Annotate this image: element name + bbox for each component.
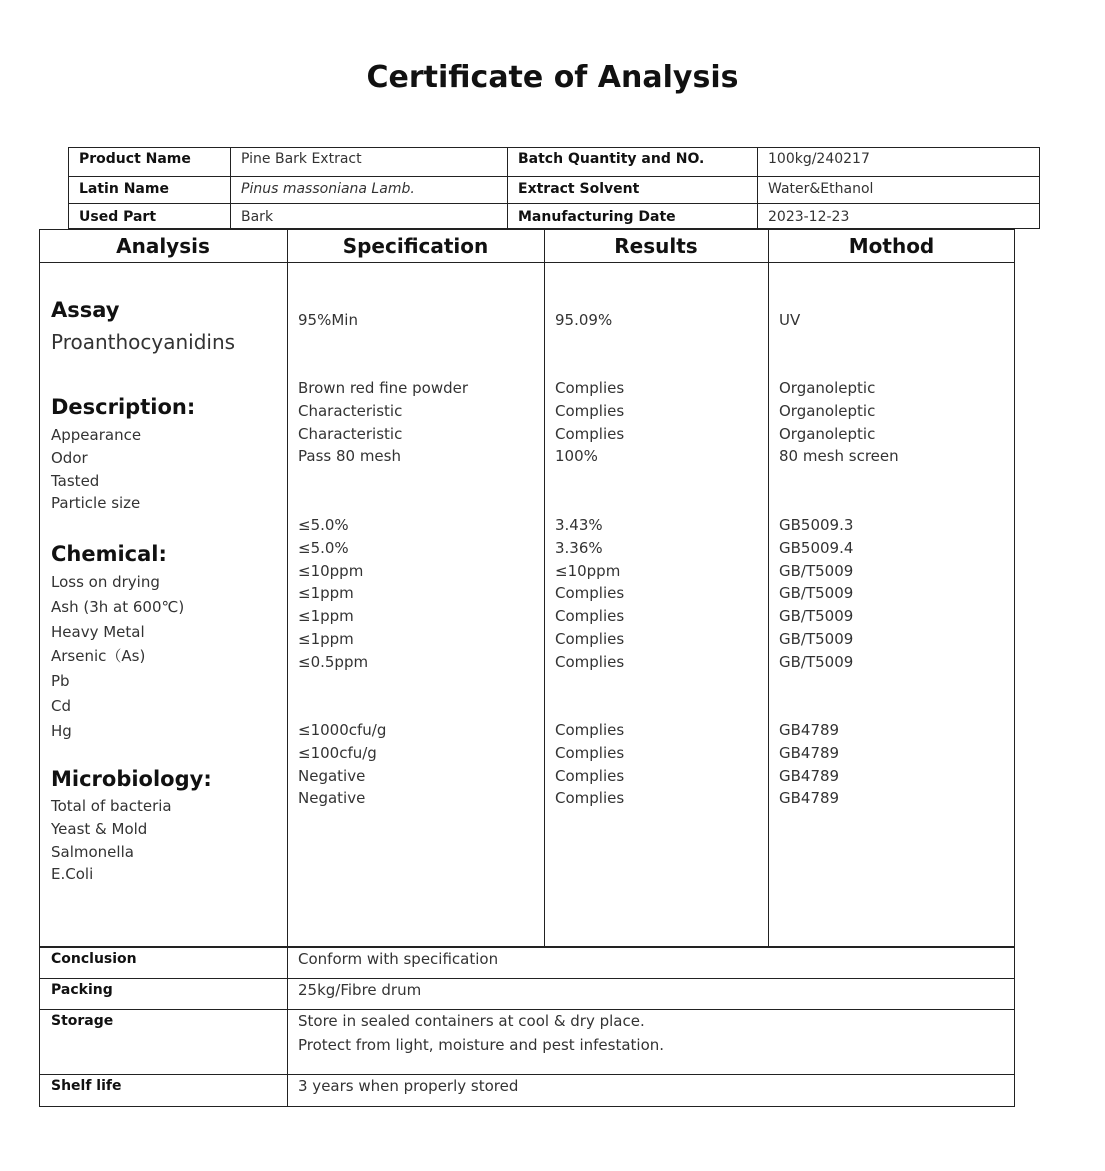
list-item: GB5009.3	[779, 516, 854, 534]
list-item: Odor	[51, 448, 88, 467]
list-item: Loss on drying	[51, 573, 160, 591]
list-item: ≤5.0%	[298, 516, 349, 534]
list-item: 100%	[555, 447, 598, 466]
solvent-label: Extract Solvent	[518, 181, 640, 197]
list-item: Complies	[555, 607, 625, 626]
list-item: 80 mesh screen	[779, 447, 899, 466]
description-methods	[779, 377, 899, 468]
list-item: GB/T5009	[779, 652, 854, 671]
list-item: Complies	[555, 652, 625, 671]
list-item: ≤5.0%	[298, 538, 349, 557]
list-item: Characteristic	[298, 401, 403, 420]
description-results	[555, 377, 624, 468]
list-item: GB5009.4	[779, 538, 854, 557]
storage-value-line2: Protect from light, moisture and pest infestation.	[298, 1036, 665, 1054]
list-item: GB/T5009	[779, 629, 854, 648]
product-name-value: Pine Bark Extract	[241, 151, 362, 167]
list-item: Salmonella	[51, 842, 134, 861]
list-item: Organoleptic	[779, 401, 876, 420]
header-analysis: Analysis	[116, 234, 210, 258]
list-item: Complies	[555, 401, 625, 420]
chemical-results	[555, 514, 624, 674]
list-item: ≤10ppm	[555, 561, 621, 580]
batch-value: 100kg/240217	[768, 151, 870, 167]
list-item: Characteristic	[298, 424, 403, 443]
list-item: ≤1ppm	[298, 607, 354, 626]
list-item: Heavy Metal	[51, 622, 145, 641]
solvent-value: Water&Ethanol	[768, 181, 874, 197]
list-item: Pass 80 mesh	[298, 447, 401, 466]
product-name-label: Product Name	[79, 151, 191, 167]
list-item: Complies	[555, 721, 625, 739]
conclusion-value: Conform with specification	[298, 950, 499, 968]
used-part-value: Bark	[241, 209, 274, 225]
list-item: Ash (3h at 600℃)	[51, 597, 185, 616]
list-item: E.Coli	[51, 865, 94, 884]
list-item: Cd	[51, 696, 71, 715]
chemical-methods	[779, 514, 853, 674]
used-part-label: Used Part	[79, 209, 157, 225]
list-item: Negative	[298, 789, 366, 808]
assay-method: UV	[779, 311, 801, 329]
manufacturing-date-label: Manufacturing Date	[518, 209, 676, 225]
microbiology-specs	[298, 719, 386, 810]
chemical-items	[51, 570, 184, 744]
list-item: Pb	[51, 672, 70, 691]
list-item: Complies	[555, 743, 625, 762]
list-item: ≤10ppm	[298, 561, 364, 580]
latin-name-label: Latin Name	[79, 181, 169, 197]
list-item: Complies	[555, 379, 625, 397]
assay-item: Proanthocyanidins	[51, 330, 236, 354]
packing-label: Packing	[51, 982, 113, 998]
microbiology-category: Microbiology:	[51, 767, 212, 791]
list-item: ≤100cfu/g	[298, 743, 377, 762]
list-item: Complies	[555, 629, 625, 648]
packing-value: 25kg/Fibre drum	[298, 981, 422, 999]
storage-value-line1: Store in sealed containers at cool & dry place.	[298, 1012, 645, 1030]
list-item: GB/T5009	[779, 607, 854, 626]
assay-spec: 95%Min	[298, 311, 358, 329]
list-item: GB4789	[779, 766, 840, 785]
microbiology-items	[51, 795, 172, 886]
list-item: Negative	[298, 766, 366, 785]
list-item: 3.36%	[555, 538, 603, 557]
chemical-specs	[298, 514, 368, 674]
description-category: Description:	[51, 395, 196, 419]
batch-label: Batch Quantity and NO.	[518, 151, 705, 167]
list-item: ≤1ppm	[298, 629, 354, 648]
conclusion-label: Conclusion	[51, 951, 137, 967]
list-item: ≤1000cfu/g	[298, 721, 387, 739]
microbiology-results	[555, 719, 624, 810]
description-items	[51, 424, 141, 515]
storage-label: Storage	[51, 1013, 114, 1029]
header-specification: Specification	[342, 234, 489, 258]
list-item: GB4789	[779, 743, 840, 762]
list-item: GB/T5009	[779, 561, 854, 580]
list-item: Brown red fine powder	[298, 379, 469, 397]
chemical-category: Chemical:	[51, 542, 167, 566]
list-item: Complies	[555, 424, 625, 443]
microbiology-methods	[779, 719, 839, 810]
list-item: Particle size	[51, 494, 141, 513]
list-item: Yeast & Mold	[51, 819, 148, 838]
list-item: Complies	[555, 766, 625, 785]
latin-name-value: Pinus massoniana Lamb.	[241, 181, 415, 197]
list-item: ≤1ppm	[298, 584, 354, 603]
list-item: Total of bacteria	[51, 797, 172, 815]
description-specs	[298, 377, 468, 468]
list-item: Complies	[555, 789, 625, 808]
header-method: Mothod	[848, 234, 935, 258]
list-item: GB4789	[779, 789, 840, 808]
shelf-life-value: 3 years when properly stored	[298, 1077, 519, 1095]
list-item: GB/T5009	[779, 584, 854, 603]
list-item: Organoleptic	[779, 379, 876, 397]
assay-result: 95.09%	[555, 311, 613, 329]
shelf-life-label: Shelf life	[51, 1078, 122, 1094]
list-item: GB4789	[779, 721, 840, 739]
list-item: ≤0.5ppm	[298, 652, 369, 671]
manufacturing-date-value: 2023-12-23	[768, 209, 850, 225]
list-item: Arsenic（As)	[51, 647, 146, 666]
list-item: Complies	[555, 584, 625, 603]
assay-category: Assay	[51, 298, 120, 322]
page-title: Certificate of Analysis	[366, 60, 739, 95]
header-results: Results	[614, 234, 698, 258]
list-item: Appearance	[51, 426, 142, 444]
list-item: Organoleptic	[779, 424, 876, 443]
list-item: Hg	[51, 721, 72, 740]
list-item: Tasted	[51, 471, 100, 490]
list-item: 3.43%	[555, 516, 603, 534]
